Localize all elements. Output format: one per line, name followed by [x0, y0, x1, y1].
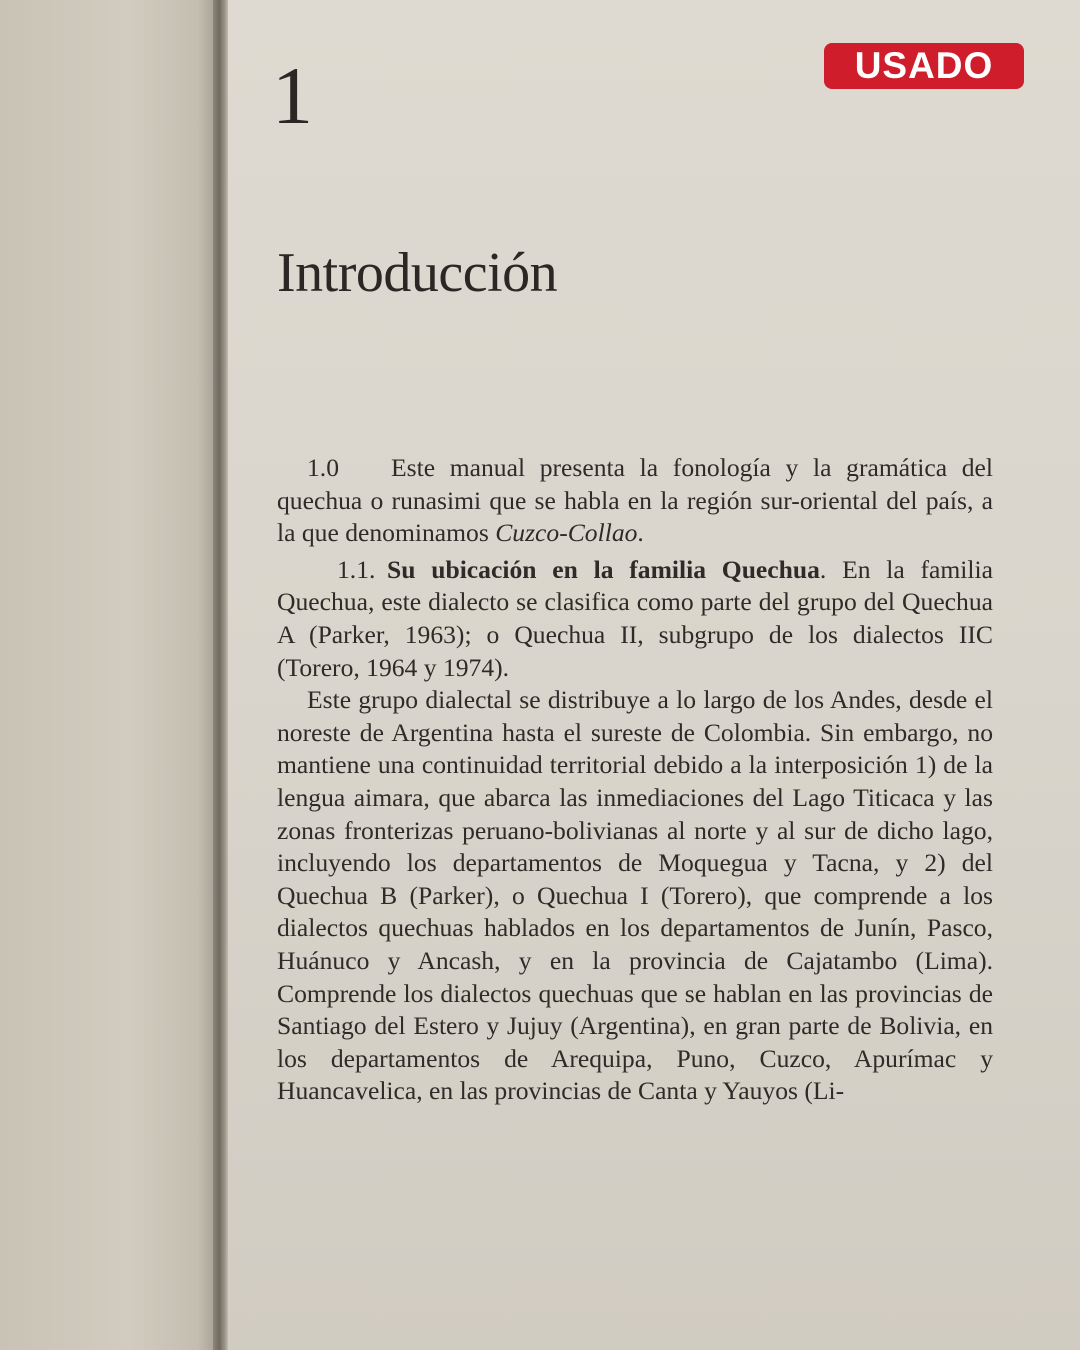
section-1-1-paragraph: 1.1. Su ubicación en la familia Quechua. En la familia Quechua, este dialecto se clasifica como parte del grupo del Quechua A (Parker, 1963); o Quechua II, subgrupo de los dialectos IIC (Torero, 1964 y 1974). [277, 554, 994, 682]
section-text-end: . [637, 518, 644, 548]
left-page [0, 0, 215, 1350]
section-number: 1.0 [307, 453, 339, 482]
section-text: Este manual presenta la fonología y la gramática del quechua o runasimi que se habla en la región sur-oriental del país, a la que denominamos [277, 453, 993, 548]
section-number: 1.1. [337, 554, 376, 584]
section-emphasis: Cuzco-Collao [495, 518, 638, 548]
used-badge: USADO [824, 43, 1024, 89]
section-heading: Su ubicación en la familia Quechua [387, 554, 820, 584]
chapter-number: 1 [272, 50, 313, 141]
section-1-0-paragraph [277, 452, 993, 550]
chapter-title: Introducción [277, 242, 558, 304]
continuation-paragraph: Este grupo dialectal se distribuye a lo largo de los Andes, desde el noreste de Argentina hasta el sureste de Colombia. Sin embargo, no mantiene una continuidad territorial debido a la interposición 1) de la lengua aimara, que abarca las inmediaciones del Lago Titicaca y las zonas fronterizas peruano-bolivianas al norte y al sur de dicho lago, incluyendo los departamentos de Moquegua y Tacna, y 2) del Quechua B (Parker), o Quechua I (Torero), que comprende a los dialectos quechuas hablados en los departamentos de Junín, Pasco, Huánuco y Ancash, y en la provincia de Cajatambo (Lima). Comprende los dialectos quechuas que se hablan en las provincias de Santiago del Estero y Jujuy (Argentina), en gran parte de Bolivia, en los departamentos de Arequipa, Puno, Cuzco, Apurímac y Huancavelica, en las provincias de Canta y Yauyos (Li- [277, 685, 993, 1106]
section-text: En la familia Quechua, este dialecto se clasifica como parte del grupo del Quechua A (Parker, 1963); o Quechua II, subgrupo de los dialectos IIC (Torero, 1964 y 1974). [277, 554, 994, 682]
book-gutter [213, 0, 229, 1350]
body-text [277, 452, 993, 1108]
